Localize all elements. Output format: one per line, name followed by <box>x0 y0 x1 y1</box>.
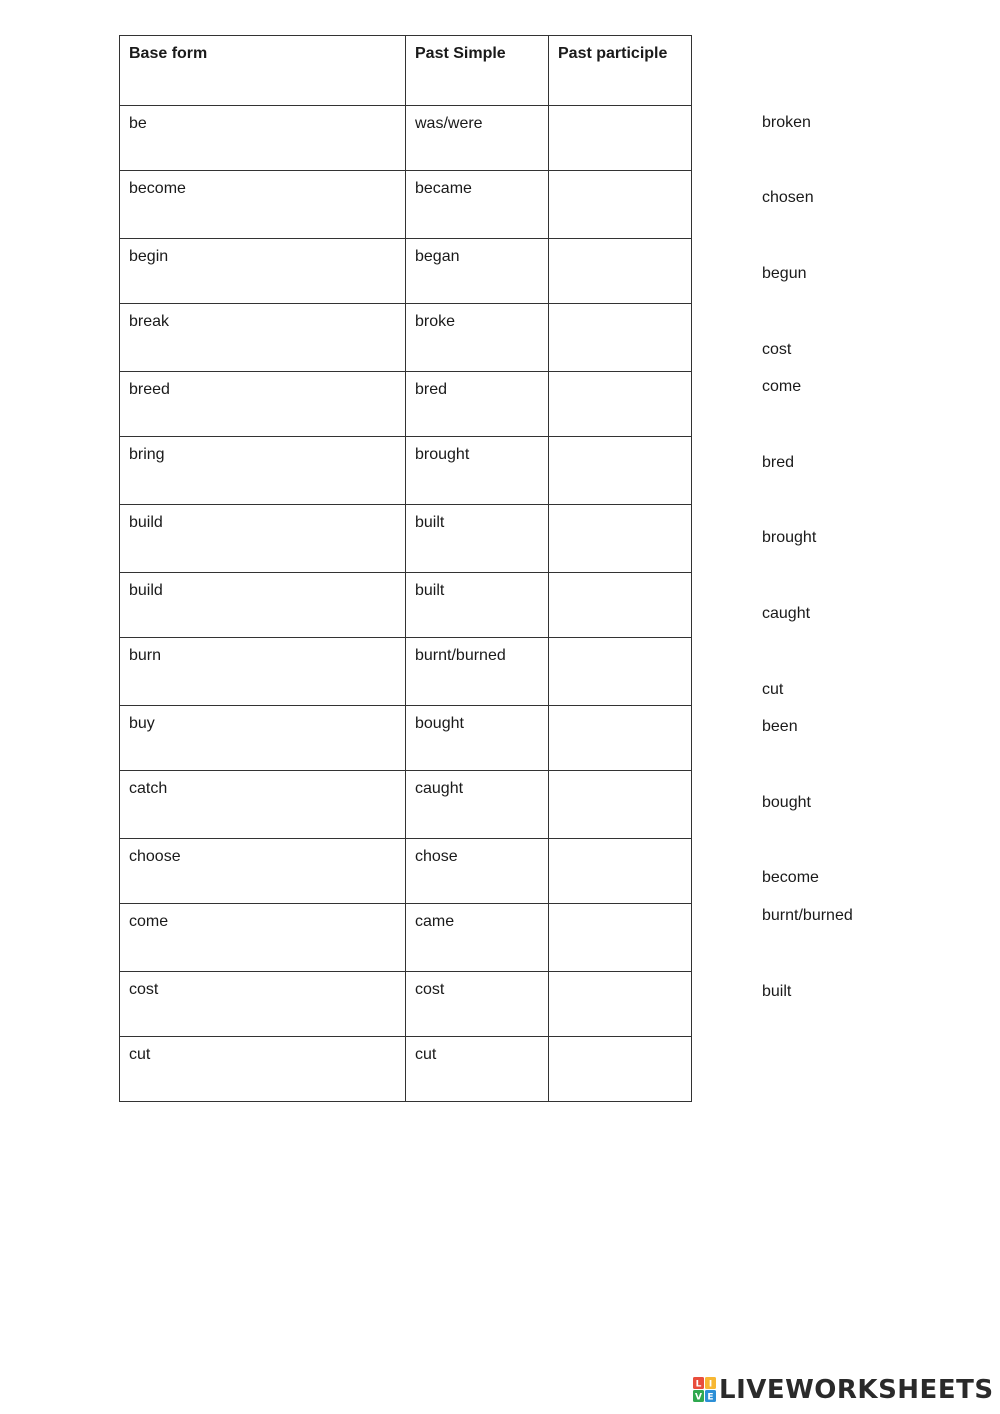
liveworksheets-logo <box>693 1374 994 1406</box>
past-participle-answer-cell[interactable] <box>549 1037 692 1102</box>
base-form-cell: build <box>120 573 406 638</box>
past-participle-answer-cell[interactable] <box>549 239 692 304</box>
table-row <box>120 437 692 505</box>
word-bank-item[interactable]: bred <box>762 454 795 471</box>
header-base-form: Base form <box>120 36 406 106</box>
past-participle-answer-cell[interactable] <box>549 972 692 1037</box>
past-participle-answer-cell[interactable] <box>549 706 692 771</box>
table-row <box>120 839 692 904</box>
header-past-simple: Past Simple <box>406 36 549 106</box>
past-simple-cell: was/were <box>406 106 549 171</box>
past-simple-cell: built <box>406 573 549 638</box>
base-form-cell: cost <box>120 972 406 1037</box>
irregular-verbs-table <box>119 35 692 1102</box>
past-participle-answer-cell[interactable] <box>549 437 692 505</box>
base-form-cell: bring <box>120 437 406 505</box>
base-form-cell: cut <box>120 1037 406 1102</box>
table-row <box>120 372 692 437</box>
past-simple-cell: cost <box>406 972 549 1037</box>
word-bank-item[interactable]: come <box>762 378 802 395</box>
word-bank-item[interactable]: cost <box>762 341 792 358</box>
word-bank-item[interactable]: become <box>762 869 819 886</box>
past-simple-cell: bred <box>406 372 549 437</box>
past-participle-answer-cell[interactable] <box>549 304 692 372</box>
word-bank-item[interactable]: built <box>762 983 792 1000</box>
logo-tile-letter: E <box>707 1392 714 1403</box>
past-participle-answer-cell[interactable] <box>549 372 692 437</box>
base-form-cell: begin <box>120 239 406 304</box>
table-row <box>120 972 692 1037</box>
base-form-cell: build <box>120 505 406 573</box>
logo-tile-letter: L <box>695 1379 702 1390</box>
table-header-row <box>120 36 692 106</box>
past-participle-answer-cell[interactable] <box>549 505 692 573</box>
past-simple-cell: cut <box>406 1037 549 1102</box>
past-simple-cell: brought <box>406 437 549 505</box>
logo-tile <box>705 1377 716 1390</box>
word-bank-item[interactable]: bought <box>762 794 811 811</box>
base-form-cell: break <box>120 304 406 372</box>
table-row <box>120 1037 692 1102</box>
past-participle-answer-cell[interactable] <box>549 771 692 839</box>
word-bank-item[interactable]: cut <box>762 681 784 698</box>
past-simple-cell: caught <box>406 771 549 839</box>
table-row <box>120 638 692 706</box>
table-row <box>120 106 692 171</box>
table-row <box>120 239 692 304</box>
base-form-cell: burn <box>120 638 406 706</box>
past-simple-cell: built <box>406 505 549 573</box>
base-form-cell: come <box>120 904 406 972</box>
word-bank-item[interactable]: broken <box>762 114 811 131</box>
table-row <box>120 573 692 638</box>
base-form-cell: choose <box>120 839 406 904</box>
past-simple-cell: came <box>406 904 549 972</box>
table-row <box>120 171 692 239</box>
table-row <box>120 304 692 372</box>
table-row <box>120 771 692 839</box>
past-participle-answer-cell[interactable] <box>549 573 692 638</box>
word-bank-item[interactable]: brought <box>762 529 817 546</box>
logo-tile <box>693 1377 704 1390</box>
table-row <box>120 505 692 573</box>
past-simple-cell: bought <box>406 706 549 771</box>
past-simple-cell: broke <box>406 304 549 372</box>
logo-tile-letter: I <box>708 1379 713 1390</box>
word-bank-item[interactable]: chosen <box>762 189 814 206</box>
past-participle-answer-cell[interactable] <box>549 171 692 239</box>
past-participle-answer-cell[interactable] <box>549 638 692 706</box>
base-form-cell: become <box>120 171 406 239</box>
base-form-cell: catch <box>120 771 406 839</box>
word-bank-item[interactable]: burnt/burned <box>762 907 853 924</box>
past-simple-cell: became <box>406 171 549 239</box>
logo-text: LIVEWORKSHEETS <box>719 1375 994 1405</box>
liveworksheets-logo-icon <box>693 1377 717 1403</box>
base-form-cell: breed <box>120 372 406 437</box>
past-simple-cell: burnt/burned <box>406 638 549 706</box>
table-row <box>120 904 692 972</box>
past-participle-answer-cell[interactable] <box>549 839 692 904</box>
word-bank-item[interactable]: begun <box>762 265 807 282</box>
word-bank-item[interactable]: caught <box>762 605 811 622</box>
logo-tile <box>705 1390 716 1403</box>
header-past-participle: Past participle <box>549 36 692 106</box>
past-participle-answer-cell[interactable] <box>549 904 692 972</box>
word-bank-item[interactable]: been <box>762 718 798 735</box>
past-participle-answer-cell[interactable] <box>549 106 692 171</box>
past-simple-cell: chose <box>406 839 549 904</box>
logo-tile <box>693 1390 704 1403</box>
table-row <box>120 706 692 771</box>
past-simple-cell: began <box>406 239 549 304</box>
base-form-cell: buy <box>120 706 406 771</box>
logo-tile-letter: V <box>695 1392 702 1403</box>
base-form-cell: be <box>120 106 406 171</box>
